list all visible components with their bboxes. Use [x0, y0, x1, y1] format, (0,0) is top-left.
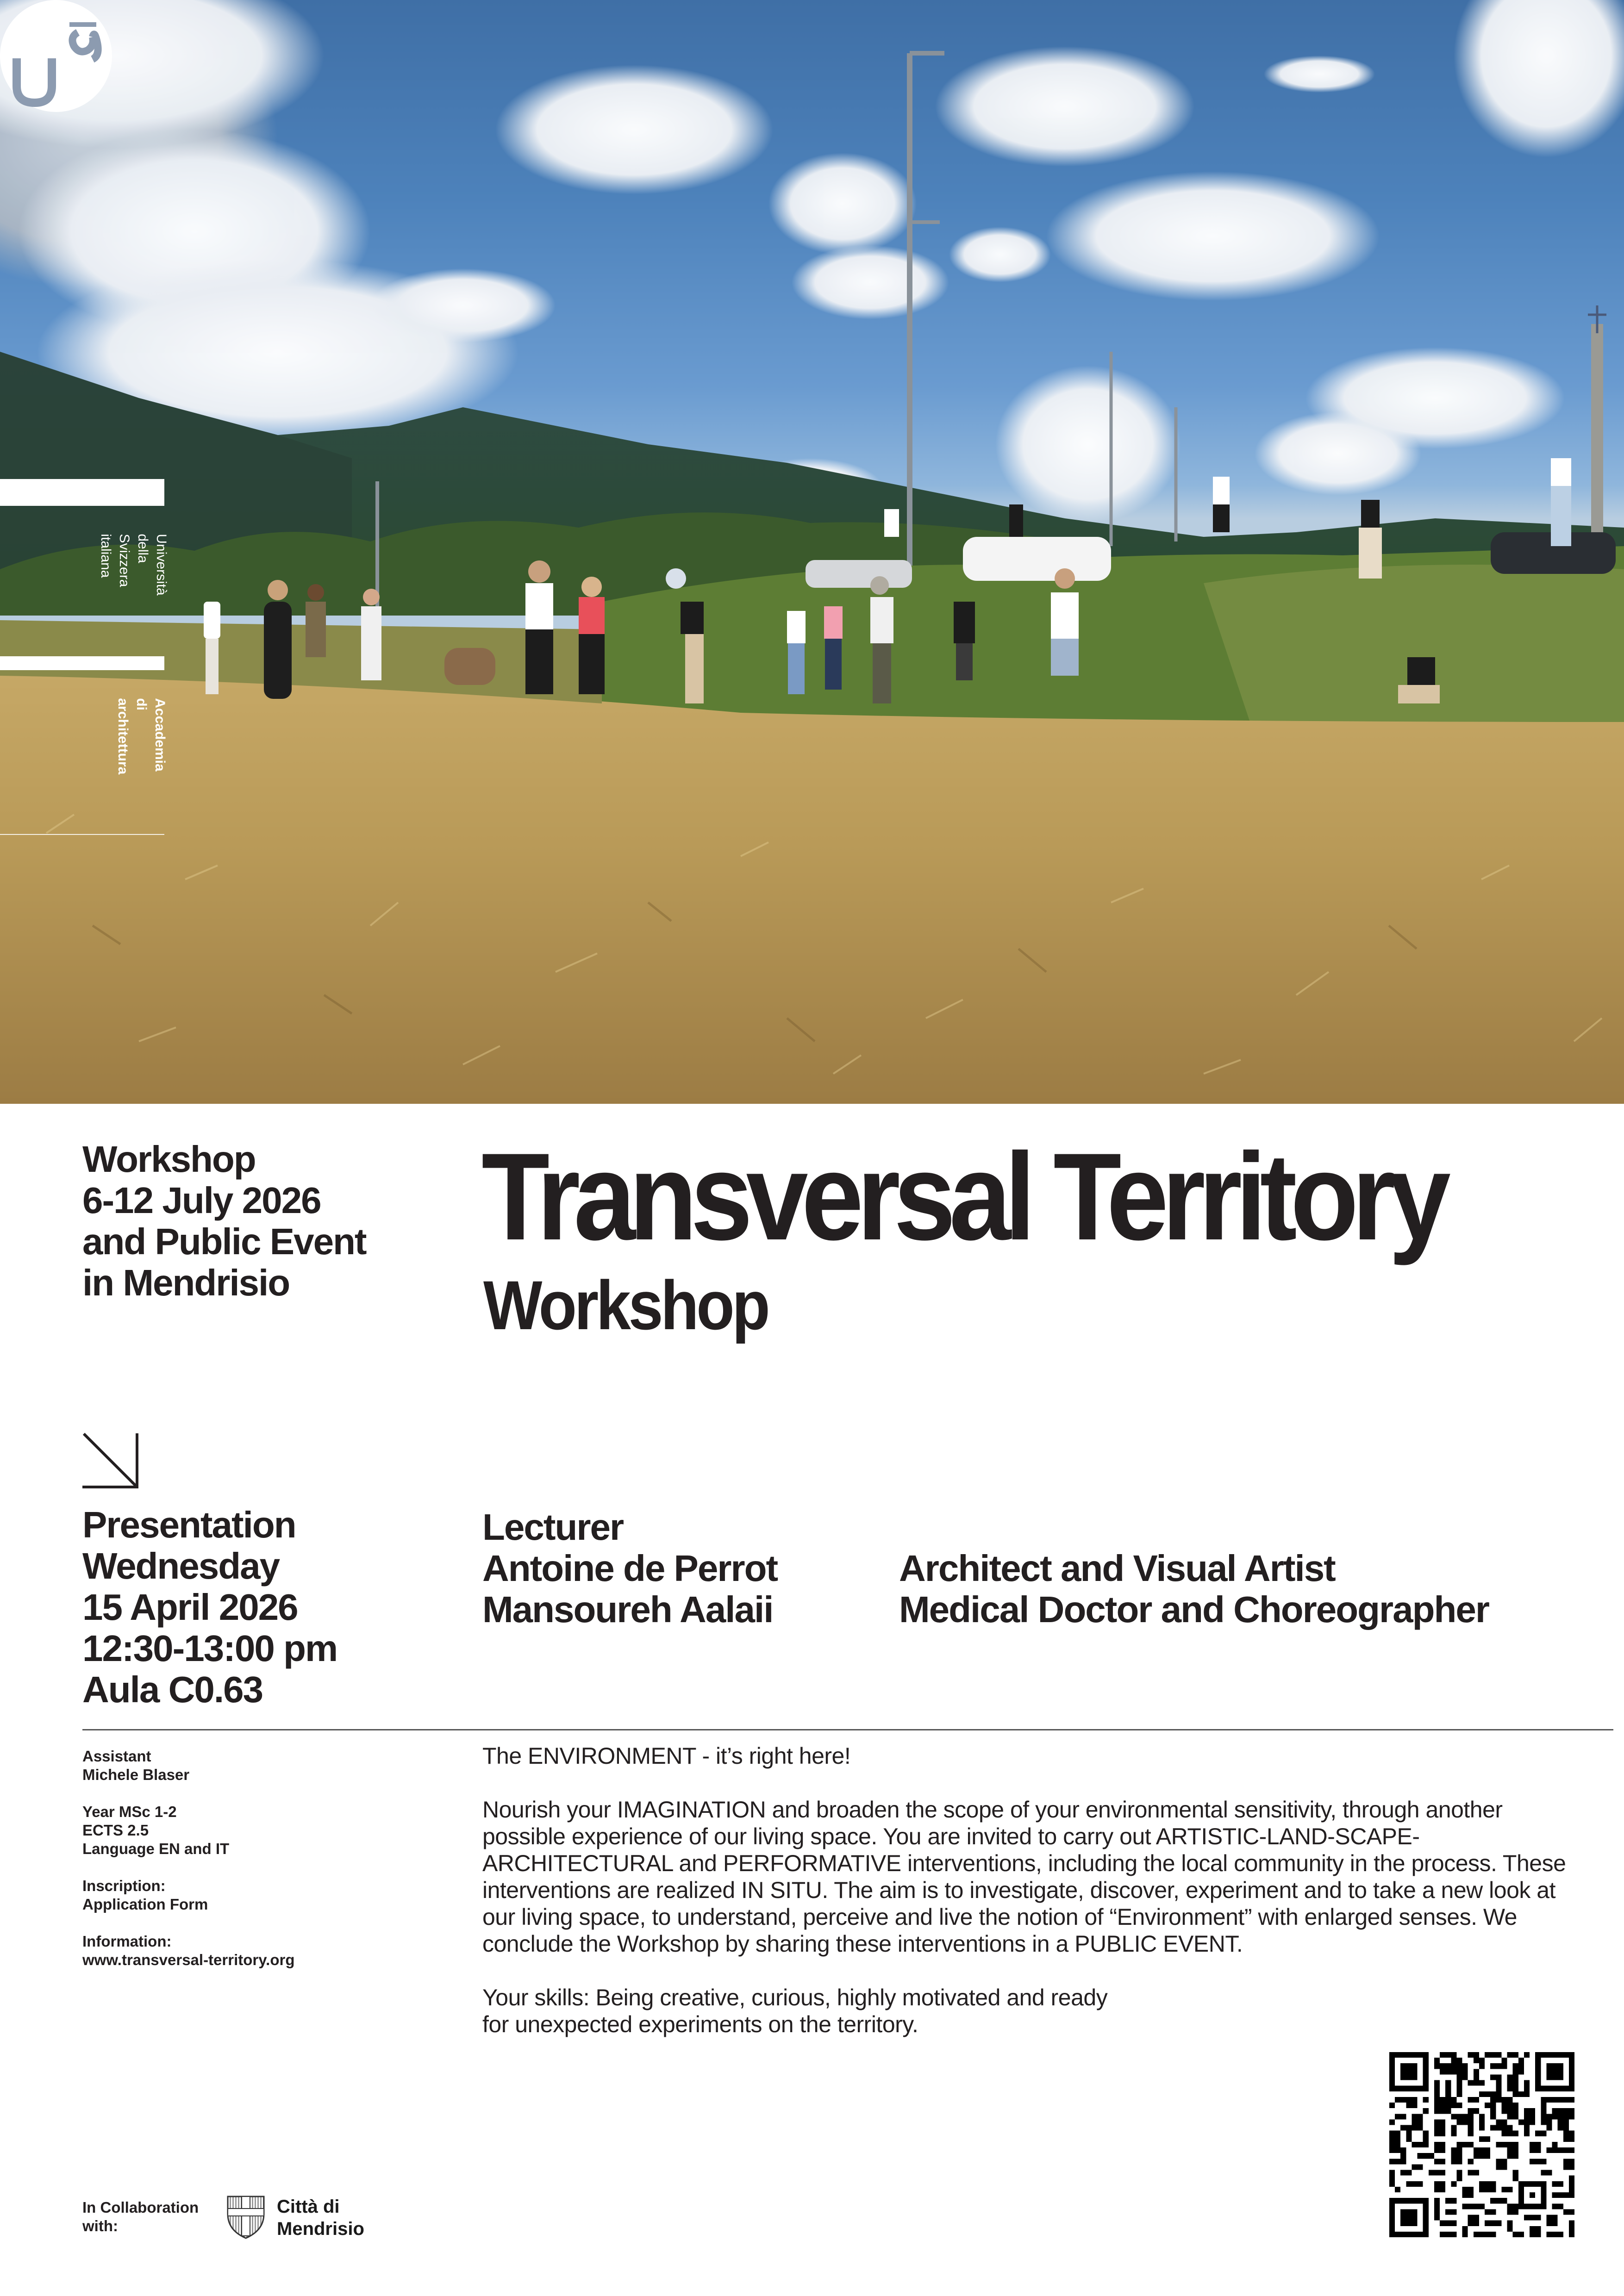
section-divider [82, 1729, 1613, 1730]
lecturer-role: Medical Doctor and Choreographer [899, 1589, 1489, 1630]
lecturers [482, 1506, 1489, 1630]
language: Language EN and IT [82, 1840, 230, 1857]
presentation-info: Presentation Wednesday 15 April 2026 12:30-13:00 pm Aula C0.63 [82, 1504, 337, 1710]
ects: ECTS 2.5 [82, 1822, 149, 1839]
arrow-down-right-icon [82, 1432, 139, 1489]
poster-title: Transversal Territory [481, 1127, 1444, 1266]
lecturer-name: Antoine de Perrot [482, 1548, 778, 1589]
poster-subtitle: Workshop [483, 1266, 768, 1344]
assistant-name: Michele Blaser [82, 1766, 190, 1783]
usi-logo [0, 0, 112, 112]
year: Year MSc 1-2 [82, 1803, 177, 1820]
academy-rule [0, 834, 164, 835]
hero-photo [0, 0, 1624, 1104]
course-details: Assistant Michele Blaser Year MSc 1-2 ECTS 2.5 Language EN and IT Inscription: Application Form Information: www.transversal-territory.org [82, 1748, 295, 1968]
university-name: Università della Svizzera italiana [98, 534, 169, 596]
description-intro: The ENVIRONMENT - it’s right here! [482, 1743, 851, 1769]
qr-code[interactable] [1389, 2052, 1574, 2237]
lecturer-row [482, 1589, 1489, 1630]
lecturer-heading: Lecturer [482, 1506, 624, 1548]
lecturer-name: Mansoureh Aalaii [482, 1589, 773, 1630]
collaboration-label: In Collaboration with: [82, 2199, 199, 2234]
car [963, 537, 1111, 581]
description-body: Nourish your IMAGINATION and broaden the scope of your environmental sensitivity, through another possible experience of our living space. You are invited to carry out ARTISTIC-LAND-SCAPE-ARCHITECTURAL and PERFORMATIVE interventions, including the local community in the process. These interventions are realized IN SITU. The aim is to investigate, discover, experiment and to take a new look at our living space, to understand, perceive and live the notion of “Environment” with enlarged senses. We conclude the Workshop by sharing these interventions in a PUBLIC EVENT. [482, 1797, 1566, 1957]
partner-name: Città di Mendrisio [277, 2196, 364, 2239]
description [482, 1742, 1584, 2065]
mendrisio-shield-icon [227, 2196, 265, 2239]
academy-bar [0, 656, 164, 670]
field-performance-photo [0, 0, 1624, 1104]
academy-name: Accademia di architettura [115, 698, 168, 775]
university-bar [0, 479, 164, 506]
description-skills: Your skills: Being creative, curious, highly motivated and ready for unexpected experiments on the territory. [482, 1985, 1108, 2037]
lecturer-row [482, 1548, 1489, 1589]
application-form-link[interactable]: Application Form [82, 1896, 208, 1913]
lecturer-role: Architect and Visual Artist [899, 1548, 1335, 1589]
website-link[interactable]: www.transversal-territory.org [82, 1951, 295, 1968]
event-dates-headline: Workshop 6-12 July 2026 and Public Event in Mendrisio [82, 1139, 366, 1303]
